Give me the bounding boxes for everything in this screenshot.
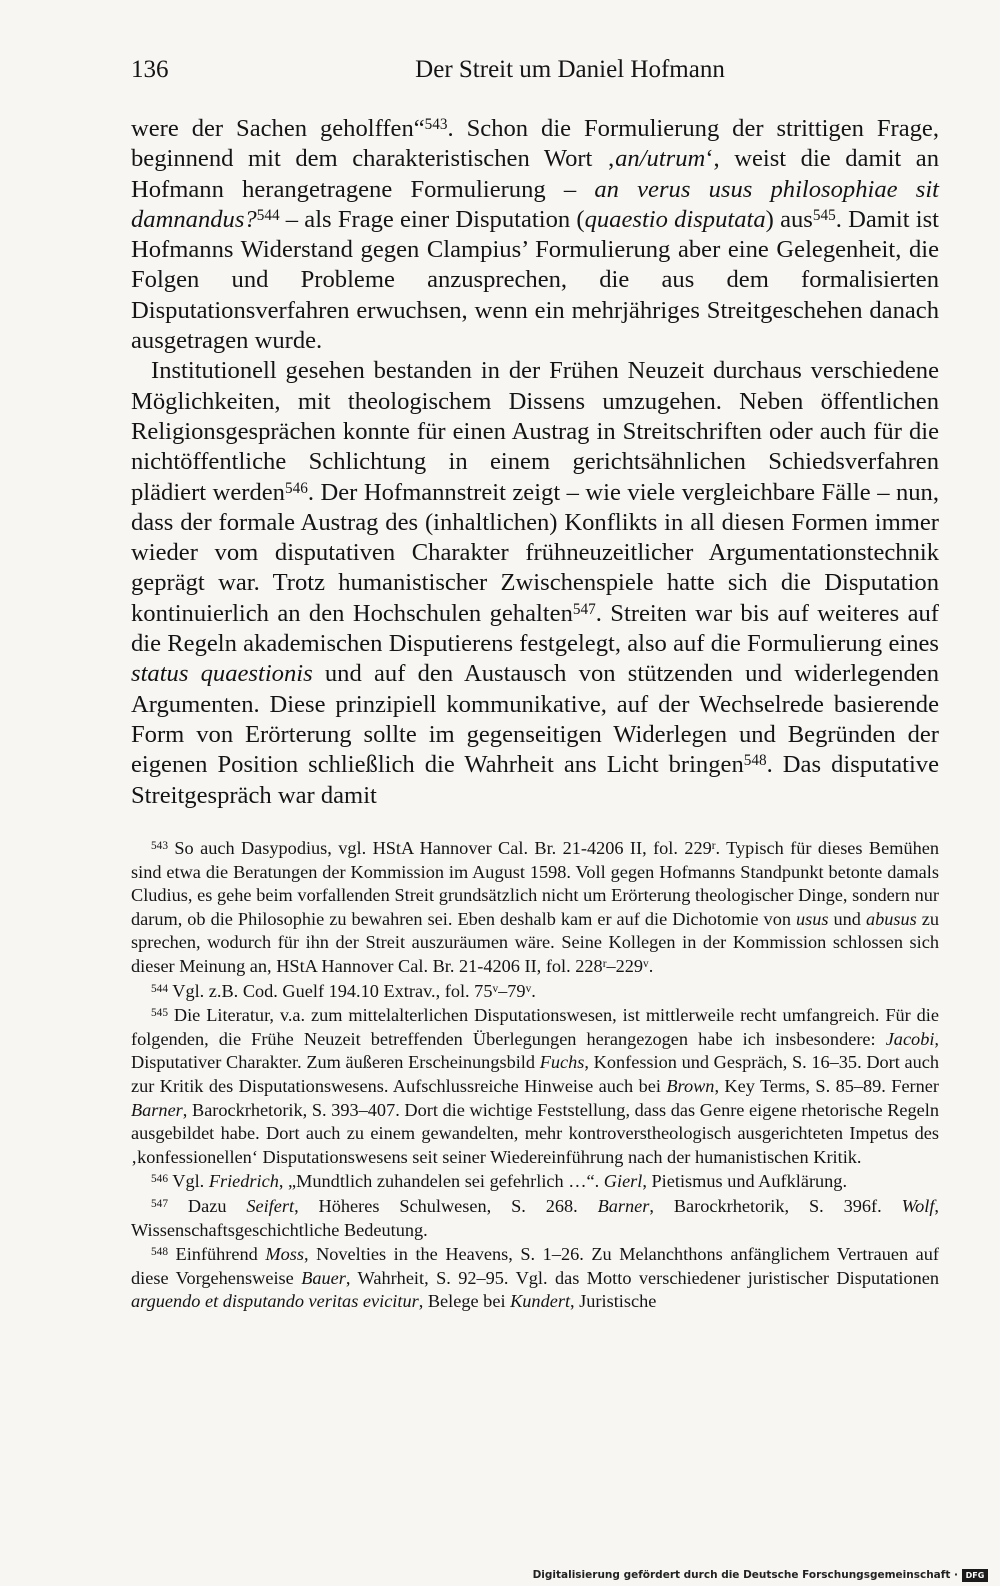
footnote-ref: 548 — [743, 752, 767, 770]
italic-term: abusus — [865, 908, 917, 929]
text-span: . Der Hofmannstreit zeigt – wie viele vergleichbare Fälle – nun, dass der formale Austrag des (inhaltlichen) Konflikts in all diesen Formen immer wieder vom disputativen Charakter frühneuzeitlicher Argumentationstechnik geprägt war. Trotz humanistischer Zwischenspiele hatte sich die Disputation kontinuierlich an den Hochschulen gehalten — [131, 478, 940, 627]
italic-term: usus — [795, 908, 829, 929]
folio-marker: r — [602, 957, 607, 970]
footnote-545 — [131, 1004, 939, 1169]
page-header — [131, 50, 939, 90]
footer-text: Digitalisierung gefördert durch die Deutsche Forschungsgemeinschaft · — [532, 1569, 958, 1581]
folio-marker: v — [525, 982, 532, 995]
author-name: Brown — [666, 1075, 715, 1096]
text-span: , Barockrhetorik, S. 396f. — [649, 1195, 902, 1216]
author-name: Barner — [597, 1195, 650, 1216]
author-name: Gierl — [603, 1171, 643, 1192]
footnote-ref: 543 — [424, 116, 448, 134]
paragraph-2 — [131, 356, 939, 810]
text-span: Vgl. z.B. Cod. Guelf 194.10 Extrav., fol. 75 — [168, 980, 493, 1001]
text-span: –229 — [606, 955, 644, 976]
italic-term: an verus usus philosophiae sit damnandus? — [131, 175, 939, 233]
text-span: Einführend — [168, 1244, 266, 1265]
text-span: . Typisch für dieses Bemühen sind etwa die Beratungen der Kommission im August 1598. Voll gegen Hofmanns Standpunkt betonte damals Cludius, es gehe beim vorfallenden Streit grundsätzlich nicht um Erörterung theologischer Dinge, sondern nur darum, ob die Philosophie zu bewahren sei. Eben deshalb kam er auf die Dichotomie von — [131, 838, 939, 929]
italic-term: an/utrum — [615, 145, 706, 173]
text-span: . Streiten war bis auf weiteres auf die Regeln akademischen Disputierens festgelegt, also auf die Formulierung eines — [131, 599, 939, 658]
author-name: Seifert — [246, 1195, 295, 1216]
footnote-number: 545 — [151, 1007, 168, 1020]
text-span: –79 — [498, 980, 526, 1001]
text-span: were der Sachen geholffen“ — [131, 115, 425, 142]
italic-term: status quaestionis — [131, 660, 313, 688]
text-span: , Belege bei — [418, 1291, 511, 1312]
footnote-543 — [131, 837, 939, 979]
text-span: ) aus — [765, 205, 813, 233]
text-span: Disputativer Charakter. Zum äußeren Erscheinungsbild — [131, 1052, 540, 1073]
text-span: ‘, weist die damit an Hofmann herangetragene Formulierung – — [131, 145, 939, 203]
dfg-logo-icon: DFG — [962, 1569, 988, 1582]
text-span: . — [648, 955, 654, 976]
main-text — [131, 114, 939, 811]
footnote-547 — [131, 1195, 939, 1242]
page-number: 136 — [131, 56, 169, 83]
folio-marker: v — [492, 982, 499, 995]
footnote-number: 547 — [151, 1197, 168, 1210]
text-span: Vgl. — [168, 1171, 209, 1192]
text-span: , „Mundtlich zuhandelen sei gefehrlich …“. — [278, 1171, 604, 1192]
text-span: , Novelties in the Heavens, S. 1–26. Zu Melanchthons anfänglichem Vertrauen auf diese Vorgehensweise — [131, 1244, 939, 1288]
footnote-number: 544 — [151, 982, 168, 995]
italic-term: arguendo et disputando veritas evicitur — [131, 1291, 419, 1312]
digitization-footer — [533, 1566, 988, 1584]
footnote-ref: 545 — [812, 207, 836, 225]
footnote-548 — [131, 1243, 939, 1314]
text-span: , Barockrhetorik, S. 393–407. Dort die wichtige Feststellung, dass das Genre eigene rhetorische Regeln ausgebildet habe. Dort auch zu einem gewandelten, mehr kontroverstheologisch ausgerichteten Impetus des ‚konfessionellen‘ Disputationswesens seit seiner Wiedereinführung nach der humanistischen Kritik. — [131, 1099, 939, 1167]
author-name: Kundert — [510, 1291, 571, 1312]
footnote-number: 546 — [151, 1173, 168, 1186]
text-span: und auf den Austausch von stützenden und widerlegenden Argumenten. Diese prinzipiell kommunikative, auf der Wechselrede basierende Form von Erörterung sollte im gegenseitigen Widerlegen und Begründen der eigenen Position schließlich die Wahrheit ans Licht bringen — [131, 660, 940, 779]
text-span: – als Frage einer Disputation ( — [279, 205, 585, 233]
author-name: Fuchs — [539, 1052, 585, 1073]
footnotes — [131, 837, 939, 1314]
folio-marker: r — [711, 839, 716, 852]
text-span: So auch Dasypodius, vgl. HStA Hannover Cal. Br. 21-4206 II, fol. 229 — [168, 838, 712, 858]
text-span: , Juristische — [570, 1291, 657, 1312]
text-span: , Key Terms, S. 85–89. Ferner — [714, 1075, 939, 1096]
footnote-number: 543 — [151, 839, 168, 852]
author-name: Bauer — [301, 1267, 346, 1288]
author-name: Jacobi, — [885, 1028, 939, 1049]
author-name: Friedrich — [208, 1171, 279, 1192]
italic-term: quaestio disputata — [584, 205, 766, 233]
text-span: Institutionell gesehen bestanden in der Frühen Neuzeit durchaus verschiedene Möglichkeiten, mit theologischem Dissens umzugehen. Neben öffentlichen Religionsgesprächen konnte für einen Austrag in Streitschriften oder auch für die nichtöffentliche Schlichtung in einem gerichtsähnlichen Schiedsverfahren plädiert werden — [131, 357, 939, 506]
text-span: Dazu — [168, 1195, 247, 1216]
text-span: , Wissenschaftsgeschichtliche Bedeutung. — [131, 1195, 939, 1240]
text-span: und — [828, 908, 866, 929]
footnote-number: 548 — [151, 1246, 168, 1258]
text-span: , Höheres Schulwesen, S. 268. — [294, 1195, 598, 1216]
paragraph-1 — [131, 114, 939, 356]
author-name: Barner — [131, 1099, 183, 1120]
text-span: . Das disputative Streitgespräch war damit — [131, 751, 939, 809]
folio-marker: v — [643, 957, 649, 970]
text-span: Die Literatur, v.a. zum mittelalterlichen Disputationswesen, ist mittlerweile recht umfangreich. Für die folgenden, die Frühe Neuzeit betreffenden Überlegungen herangezogen habe ich insbesondere: — [131, 1005, 939, 1049]
text-span: . Damit ist Hofmanns Widerstand gegen Clampius’ Formulierung aber eine Gelegenheit, die Folgen und Probleme anzusprechen, die aus dem formalisierten Disputationsverfahren erwuchsen, wenn ein mehrjähriges Streitgeschehen danach ausgetragen wurde. — [131, 205, 940, 355]
text-span: , Wahrheit, S. 92–95. Vgl. das Motto verschiedener juristischer Disputationen — [345, 1267, 939, 1288]
author-name: Moss — [265, 1244, 304, 1265]
footnote-ref: 546 — [284, 479, 308, 497]
text-span: . Schon die Formulierung der strittigen Frage, beginnend mit dem charakteristischen Wort ‚ — [131, 115, 939, 173]
footnote-ref: 544 — [256, 207, 280, 225]
text-span: . — [531, 980, 536, 1001]
text-span: zu sprechen, wodurch für ihn der Streit auszuräumen wäre. Seine Kollegen in der Kommission schlossen sich dieser Meinung an, HStA Hannover Cal. Br. 21-4206 II, fol. 228 — [131, 908, 939, 976]
running-title: Der Streit um Daniel Hofmann — [415, 56, 725, 83]
footnote-ref: 547 — [572, 600, 596, 618]
footnote-544 — [131, 980, 939, 1004]
text-span: , Konfession und Gespräch, S. 16–35. Dort auch zur Kritik des Disputationswesens. Aufschlussreiche Hinweise auch bei — [131, 1052, 940, 1096]
text-span: , Pietismus und Aufklärung. — [642, 1171, 848, 1192]
footnote-546 — [131, 1170, 939, 1194]
author-name: Wolf — [901, 1195, 935, 1216]
